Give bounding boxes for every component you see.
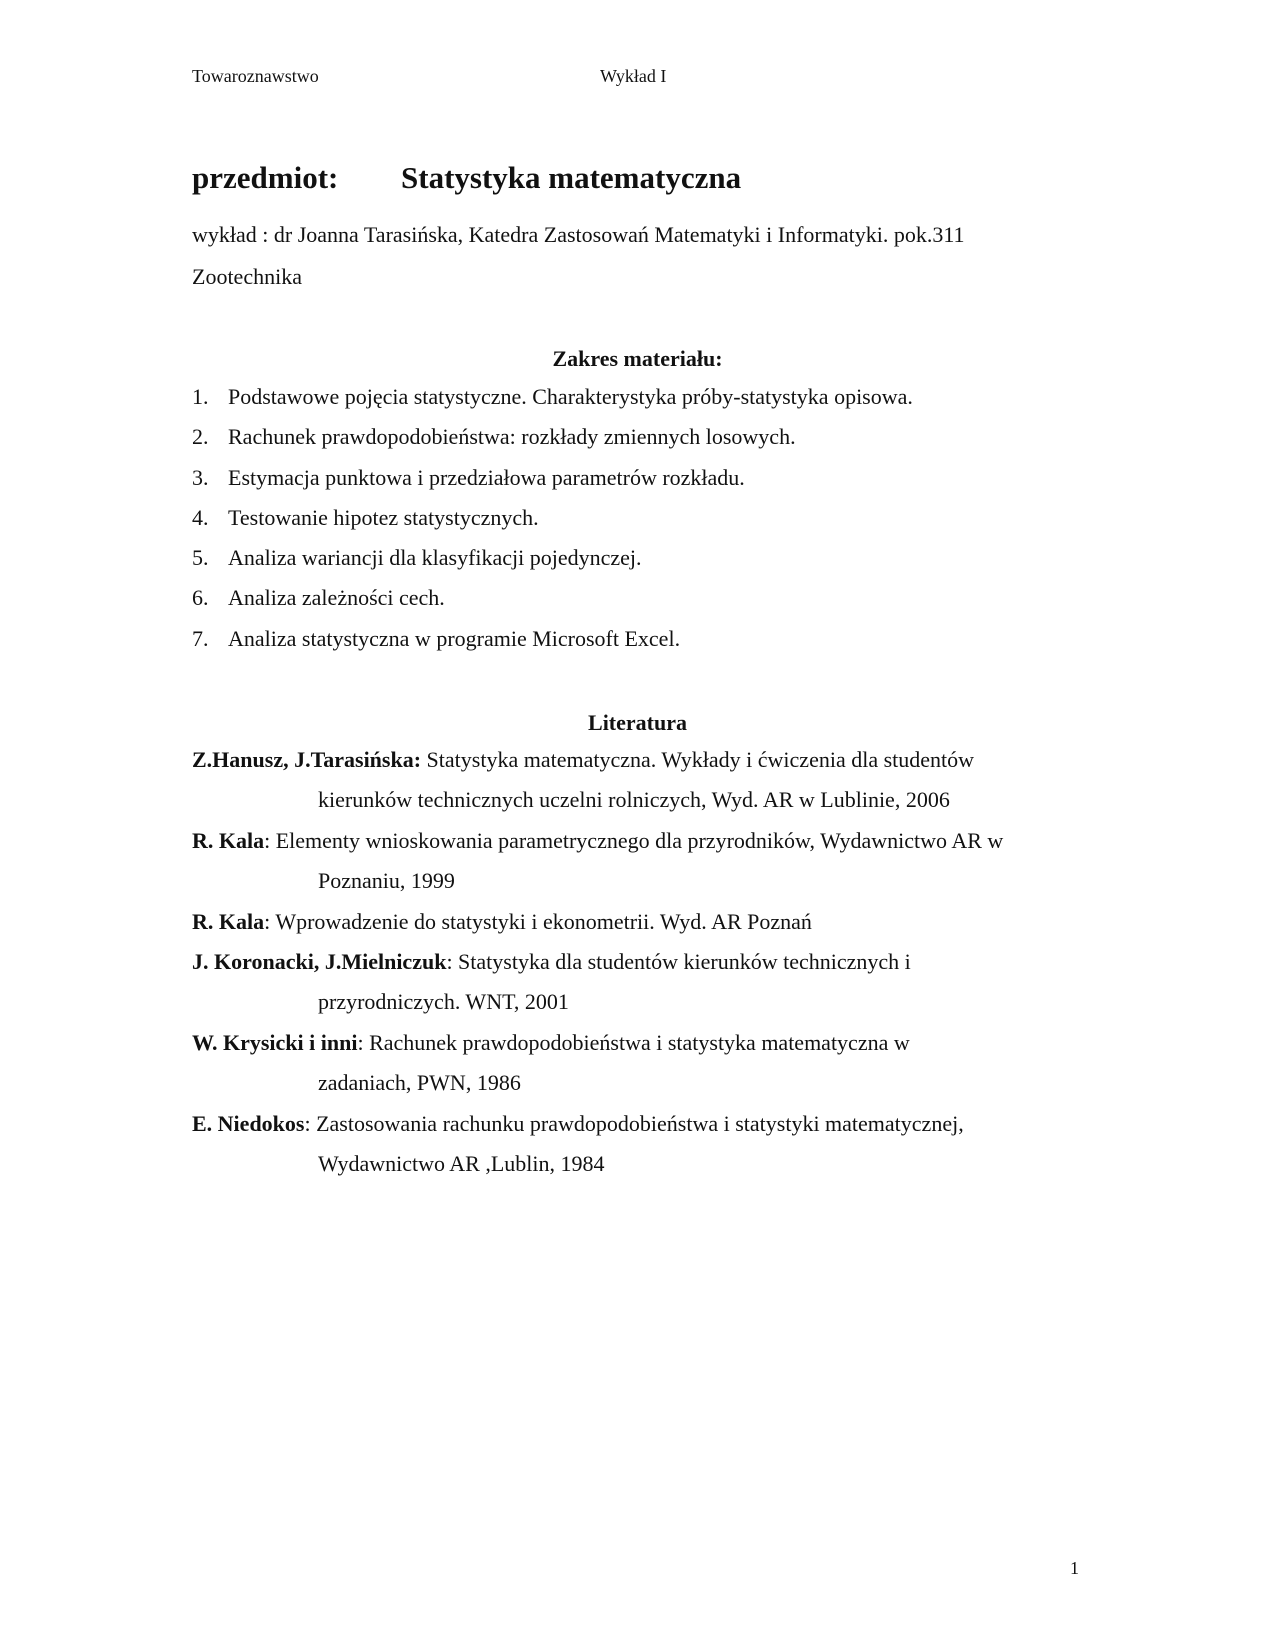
- list-item-text: Podstawowe pojęcia statystyczne. Charakterystyka próby-statystyka opisowa.: [228, 384, 913, 409]
- reference-authors: R. Kala: [192, 908, 265, 934]
- list-item: [192, 586, 913, 626]
- list-item-text: Rachunek prawdopodobieństwa: rozkłady zmiennych losowych.: [228, 424, 796, 450]
- reference-authors: Z.Hanusz, J.Tarasińska:: [192, 747, 422, 772]
- reference-entry: [192, 910, 1092, 950]
- reference-continuation: przyrodniczych. WNT, 2001: [318, 989, 569, 1015]
- faculty-name: Zootechnika: [192, 264, 302, 289]
- reference-entry: [192, 950, 1092, 1031]
- reference-title: Statystyka matematyczna. Wykłady i ćwiczenia dla studentów: [421, 747, 975, 772]
- reference-title: : Elementy wnioskowania parametrycznego dla przyrodników, Wydawnictwo AR w: [264, 827, 1004, 853]
- title-label: przedmiot:: [192, 160, 339, 195]
- list-item-number: 6.: [192, 585, 209, 611]
- literature-heading: Literatura: [588, 710, 687, 735]
- reference-title: : Rachunek prawdopodobieństwa i statystyka matematyczna w: [357, 1029, 910, 1055]
- literature-list: [192, 748, 1092, 1192]
- reference-entry: [192, 829, 1092, 910]
- reference-continuation: Poznaniu, 1999: [318, 868, 455, 894]
- reference-authors: J. Koronacki, J.Mielniczuk: [192, 948, 447, 974]
- scope-list: [192, 385, 913, 667]
- reference-authors: W. Krysicki i inni: [192, 1029, 358, 1055]
- list-item: [192, 627, 913, 667]
- list-item-text: Analiza zależności cech.: [228, 585, 445, 611]
- list-item: [192, 506, 913, 546]
- list-item-number: 5.: [192, 545, 209, 571]
- list-item-number: 7.: [192, 625, 209, 651]
- reference-continuation: Wydawnictwo AR ,Lublin, 1984: [318, 1150, 605, 1176]
- scope-heading: Zakres materiału:: [552, 346, 723, 371]
- lecture-info: wykład : dr Joanna Tarasińska, Katedra Zastosowań Matematyki i Informatyki. pok.311: [192, 222, 965, 247]
- list-item-text: Analiza wariancji dla klasyfikacji pojedynczej.: [228, 545, 642, 571]
- reference-authors: E. Niedokos: [192, 1110, 305, 1136]
- list-item-number: 1.: [192, 384, 209, 409]
- list-item: [192, 546, 913, 586]
- reference-continuation: zadaniach, PWN, 1986: [318, 1070, 521, 1096]
- page-number: 1: [1070, 1558, 1079, 1578]
- list-item-text: Testowanie hipotez statystycznych.: [228, 504, 539, 530]
- list-item: [192, 466, 913, 506]
- title-subject: Statystyka matematyczna: [401, 160, 742, 195]
- list-item: [192, 385, 913, 425]
- list-item-number: 3.: [192, 464, 209, 490]
- page-title: [192, 160, 742, 196]
- reference-authors: R. Kala: [192, 827, 265, 853]
- list-item-text: Analiza statystyczna w programie Microsoft Excel.: [228, 625, 681, 651]
- reference-entry: [192, 1031, 1092, 1112]
- header-lecture-number: Wykład I: [600, 66, 667, 86]
- reference-entry: [192, 1112, 1092, 1193]
- header-course-name: Towaroznawstwo: [192, 66, 319, 86]
- running-header: [192, 66, 792, 90]
- list-item: [192, 425, 913, 465]
- reference-continuation: kierunków technicznych uczelni rolniczych, Wyd. AR w Lublinie, 2006: [318, 787, 950, 813]
- list-item-number: 4.: [192, 504, 209, 530]
- reference-entry: [192, 748, 1092, 829]
- reference-title: : Zastosowania rachunku prawdopodobieństwa i statystyki matematycznej,: [304, 1110, 964, 1136]
- list-item-text: Estymacja punktowa i przedziałowa parametrów rozkładu.: [228, 464, 745, 490]
- reference-title: : Statystyka dla studentów kierunków technicznych i: [446, 948, 911, 974]
- reference-title: : Wprowadzenie do statystyki i ekonometrii. Wyd. AR Poznań: [264, 908, 812, 934]
- list-item-number: 2.: [192, 424, 209, 450]
